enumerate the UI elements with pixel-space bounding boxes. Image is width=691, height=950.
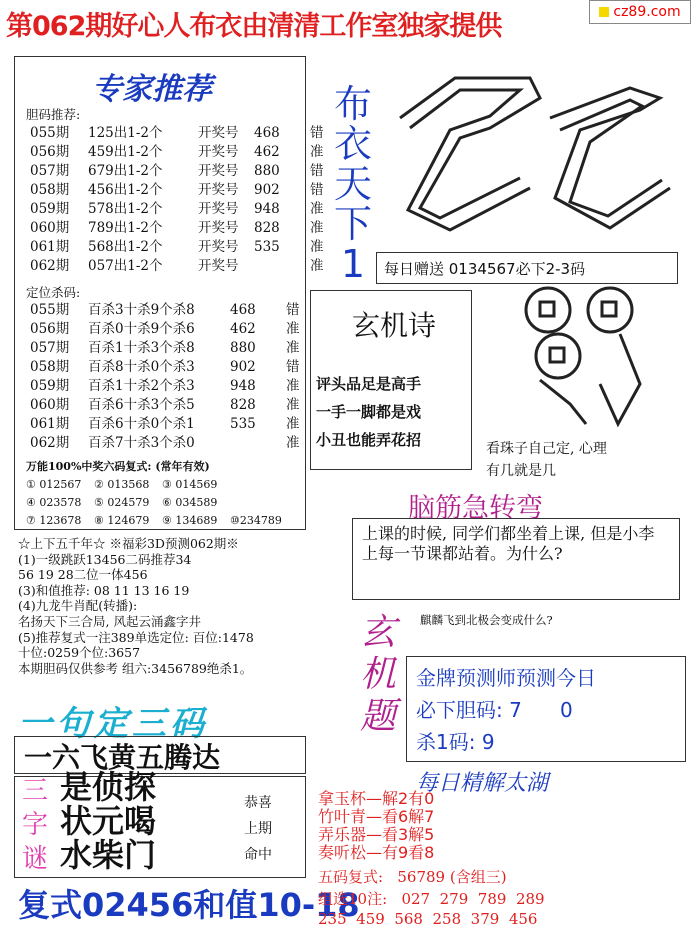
forecast-line: 名扬天下三合局, 风起云涌鑫字井 [18, 613, 201, 629]
slogan-line: 一六飞黄五腾达 [24, 741, 221, 774]
six-row [26, 512, 298, 530]
buyi-char: 布 [333, 82, 372, 126]
logo-square-icon [599, 7, 609, 17]
sanzi-line: 是侦探 [60, 768, 157, 806]
dan-row [30, 257, 340, 276]
six-row [26, 476, 298, 494]
kill-cell: 百杀1十杀2个杀3 [88, 378, 195, 394]
dan-cell: 456出1-2个 [88, 182, 163, 198]
dan-cell: 880 [254, 163, 280, 179]
dan-cell: 828 [254, 220, 280, 236]
sanzi-line: 水柴门 [60, 836, 157, 874]
taihu-lines [318, 790, 434, 862]
taihu-line: 拿玉杯—解2有0 [318, 789, 435, 808]
buyi-char: 下 [333, 202, 372, 246]
dan-row [30, 162, 340, 181]
dan-cell: 459出1-2个 [88, 144, 163, 160]
six-label-text: 万能100%中奖六码复式: [26, 460, 152, 473]
six-table [26, 476, 298, 530]
forecast-block [18, 536, 254, 676]
six-cell: ⑥ 034589 [162, 496, 218, 509]
dan-cell [254, 257, 310, 276]
kill-cell: 百杀6十杀0个杀1 [88, 416, 195, 432]
kill-cell: 准 [286, 435, 300, 451]
dan-cell: 578出1-2个 [88, 201, 163, 217]
kill-cell: 060期 [30, 397, 70, 413]
kill-row [30, 320, 316, 339]
dan-row [30, 181, 340, 200]
kill-cell: 百杀1十杀3个杀8 [88, 340, 195, 356]
dan-cell: 056期 [30, 144, 70, 160]
sanzi-label-char: 字 [21, 810, 48, 840]
kill-cell [230, 434, 286, 453]
taihu-title: 每日精解太湖 [416, 771, 549, 796]
dan-cell: 开奖号 [198, 258, 239, 274]
forecast-line: ☆上下五千年☆ ※福彩3D预测062期※ [18, 536, 239, 551]
kill-cell: 468 [230, 302, 256, 318]
six-cell: ① 012567 [26, 478, 82, 491]
dan-cell: 准 [310, 258, 324, 274]
dan-cell: 568出1-2个 [88, 239, 163, 255]
poem-note2: 有几就是几 [486, 463, 556, 479]
daily-text: 每日赠送 0134567必下2-3码 [384, 260, 586, 278]
xuanji-char: 玄 [359, 612, 396, 653]
six-cell: ⑩234789 [230, 514, 282, 527]
kill-cell: 056期 [30, 321, 70, 337]
dan-row [30, 238, 340, 257]
kill-cell: 准 [286, 321, 300, 337]
kill-cell: 准 [286, 378, 300, 394]
kill-cell: 百杀0十杀9个杀6 [88, 321, 195, 337]
forecast-line: 56 19 28二位一体456 [18, 567, 148, 583]
dan-cell: 060期 [30, 220, 70, 236]
kill-cell: 902 [230, 359, 256, 375]
poem-line: 小丑也能弄花招 [316, 431, 422, 449]
dan-cell: 错 [310, 182, 324, 198]
sanzi-side-line: 上期 [244, 821, 272, 837]
kill-cell: 062期 [30, 435, 70, 451]
kill-cell: 百杀3十杀9个杀8 [88, 302, 195, 318]
dan-table [30, 124, 340, 276]
dan-cell: 055期 [30, 125, 70, 141]
forecast-line: 本期胆码仅供参考 组六:3456789绝杀1。 [18, 660, 253, 676]
sanzi-line: 状元喝 [60, 802, 157, 840]
kill-cell: 错 [286, 359, 300, 375]
taihu-line: 弄乐器—看3解5 [318, 825, 435, 844]
dan-cell: 准 [310, 220, 324, 236]
kill-cell: 880 [230, 340, 256, 356]
buyi-char: 衣 [333, 122, 372, 166]
taihu-line: 奏听松—有9看8 [318, 843, 435, 862]
dan-cell: 948 [254, 201, 280, 217]
six-cell: ⑤ 024579 [94, 496, 150, 509]
xuanji-char: 机 [359, 654, 396, 695]
six-cell: ③ 014569 [162, 478, 218, 491]
expert-heading: 专家推荐 [92, 72, 212, 107]
six-note: (常年有效) [155, 460, 210, 473]
kill-cell: 准 [286, 340, 300, 356]
forecast-line: (3)和值推荐: 08 11 13 16 19 [18, 582, 190, 598]
xuanji-l2: 必下胆码: 7 0 [416, 698, 573, 722]
kill-row [30, 301, 316, 320]
kill-row [30, 434, 316, 453]
xuanji-l1: 金牌预测师预测今日 [416, 666, 596, 690]
kill-cell: 058期 [30, 359, 70, 375]
page-title: 第062期好心人布衣由清清工作室独家提供 [6, 11, 502, 42]
six-cell: ⑧ 124679 [94, 514, 150, 527]
dan-cell: 准 [310, 239, 324, 255]
dan-row [30, 143, 340, 162]
dan-cell: 开奖号 [198, 239, 239, 255]
six-row [26, 494, 298, 512]
kill-cell: 百杀7十杀3个杀0 [88, 435, 195, 451]
six-cell: ④ 023578 [26, 496, 82, 509]
kill-cell: 百杀6十杀3个杀5 [88, 397, 195, 413]
slogan-stamp: 一句定三码 [18, 704, 208, 744]
dan-row [30, 200, 340, 219]
dan-cell: 468 [254, 125, 280, 141]
xuanji-title [356, 612, 400, 738]
dan-label: 胆码推荐: [26, 107, 81, 122]
six-label [26, 458, 210, 475]
poem-lines [316, 370, 421, 454]
six-cell: ⑦ 123678 [26, 514, 82, 527]
dan-cell: 开奖号 [198, 125, 239, 141]
kill-cell: 061期 [30, 416, 70, 432]
dan-cell: 125出1-2个 [88, 125, 163, 141]
sanzi-side-line: 恭喜 [244, 795, 272, 811]
kill-cell: 535 [230, 416, 256, 432]
sanzi-side-line: 命中 [244, 847, 272, 863]
kill-row [30, 377, 316, 396]
dan-cell: 错 [310, 125, 324, 141]
six-cell: ② 013568 [94, 478, 150, 491]
sanzi-label [18, 774, 52, 876]
dan-cell: 准 [310, 144, 324, 160]
buyi-char: 天 [333, 162, 372, 206]
buyi-char: 1 [340, 242, 366, 286]
forecast-line: (1)一级跳跃13456二码推荐34 [18, 551, 192, 567]
kill-cell: 948 [230, 378, 256, 394]
taihu-line: 竹叶青—看6解7 [318, 807, 435, 826]
dan-cell: 059期 [30, 201, 70, 217]
kill-table [30, 301, 316, 453]
forecast-line: (4)九龙牛肖配(转播): [18, 598, 138, 614]
dan-cell: 535 [254, 239, 280, 255]
sanzi-side [244, 790, 272, 868]
sanzi-label-char: 谜 [21, 844, 48, 874]
dan-cell: 开奖号 [198, 182, 239, 198]
forecast-line: 十位:0259个位:3657 [18, 645, 141, 661]
kill-row [30, 396, 316, 415]
poem-line: 评头品足是高手 [316, 375, 422, 393]
dan-cell: 057期 [30, 163, 70, 179]
dan-cell: 789出1-2个 [88, 220, 163, 236]
dan-cell: 462 [254, 144, 280, 160]
dan-cell: 061期 [30, 239, 70, 255]
kill-cell: 错 [286, 302, 300, 318]
six-cell: ⑨ 134689 [162, 514, 218, 527]
dan-cell: 902 [254, 182, 280, 198]
kill-row [30, 358, 316, 377]
taihu-fushi: 五码复式: 56789 (含组三) [318, 868, 507, 886]
taihu-zuxuan2: 235 459 568 258 379 456 [318, 910, 538, 928]
kill-cell: 准 [286, 416, 300, 432]
dan-cell: 开奖号 [198, 220, 239, 236]
kill-cell: 059期 [30, 378, 70, 394]
dan-cell: 开奖号 [198, 201, 239, 217]
xuanji-char: 题 [359, 696, 396, 737]
riddle-title: 脑筋急转弯 [408, 493, 543, 524]
kill-cell: 057期 [30, 340, 70, 356]
forecast-line: (5)推荐复式一注389单选定位: 百位:1478 [18, 629, 254, 645]
dan-cell: 057出1-2个 [88, 258, 163, 274]
coins-icon [500, 284, 660, 434]
coins-art [500, 284, 660, 434]
dan-cell: 679出1-2个 [88, 163, 163, 179]
watermark-text: cz89.com [613, 4, 681, 20]
xuanji-l3: 杀1码: 9 [416, 730, 495, 754]
kill-label: 定位杀码: [26, 285, 81, 300]
kill-row [30, 415, 316, 434]
poem-title: 玄机诗 [352, 309, 437, 342]
poem-line: 一手一脚都是戏 [316, 403, 422, 421]
sanzi-label-char: 三 [21, 776, 48, 806]
kill-row [30, 339, 316, 358]
dan-cell: 错 [310, 163, 324, 179]
dan-cell: 开奖号 [198, 144, 239, 160]
kill-cell: 百杀8十杀0个杀3 [88, 359, 195, 375]
footer-big: 复式02456和值10-18 [18, 886, 360, 924]
dan-row [30, 219, 340, 238]
kill-cell: 055期 [30, 302, 70, 318]
dan-row [30, 124, 340, 143]
sanzi-lines [60, 770, 156, 872]
digit-25-art-icon [380, 58, 680, 248]
watermark [589, 0, 691, 24]
dan-cell: 062期 [30, 258, 70, 274]
poem-note1: 看珠子自己定, 心理 [486, 441, 607, 457]
kill-cell: 462 [230, 321, 256, 337]
riddle-text: 上课的时候, 同学们都坐着上课, 但是小李上每一节课都站着。为什么? [362, 524, 655, 563]
dan-cell: 准 [310, 201, 324, 217]
dan-cell: 开奖号 [198, 163, 239, 179]
kill-cell: 准 [286, 397, 300, 413]
dan-cell: 058期 [30, 182, 70, 198]
kill-cell: 828 [230, 397, 256, 413]
taihu-zuxuan: 组选10注: 027 279 789 289 [318, 890, 545, 908]
buyi-digit-art [380, 58, 680, 248]
buyi-vertical [330, 84, 376, 284]
xuanji-question: 麒麟飞到北极会变成什么? [420, 613, 553, 627]
